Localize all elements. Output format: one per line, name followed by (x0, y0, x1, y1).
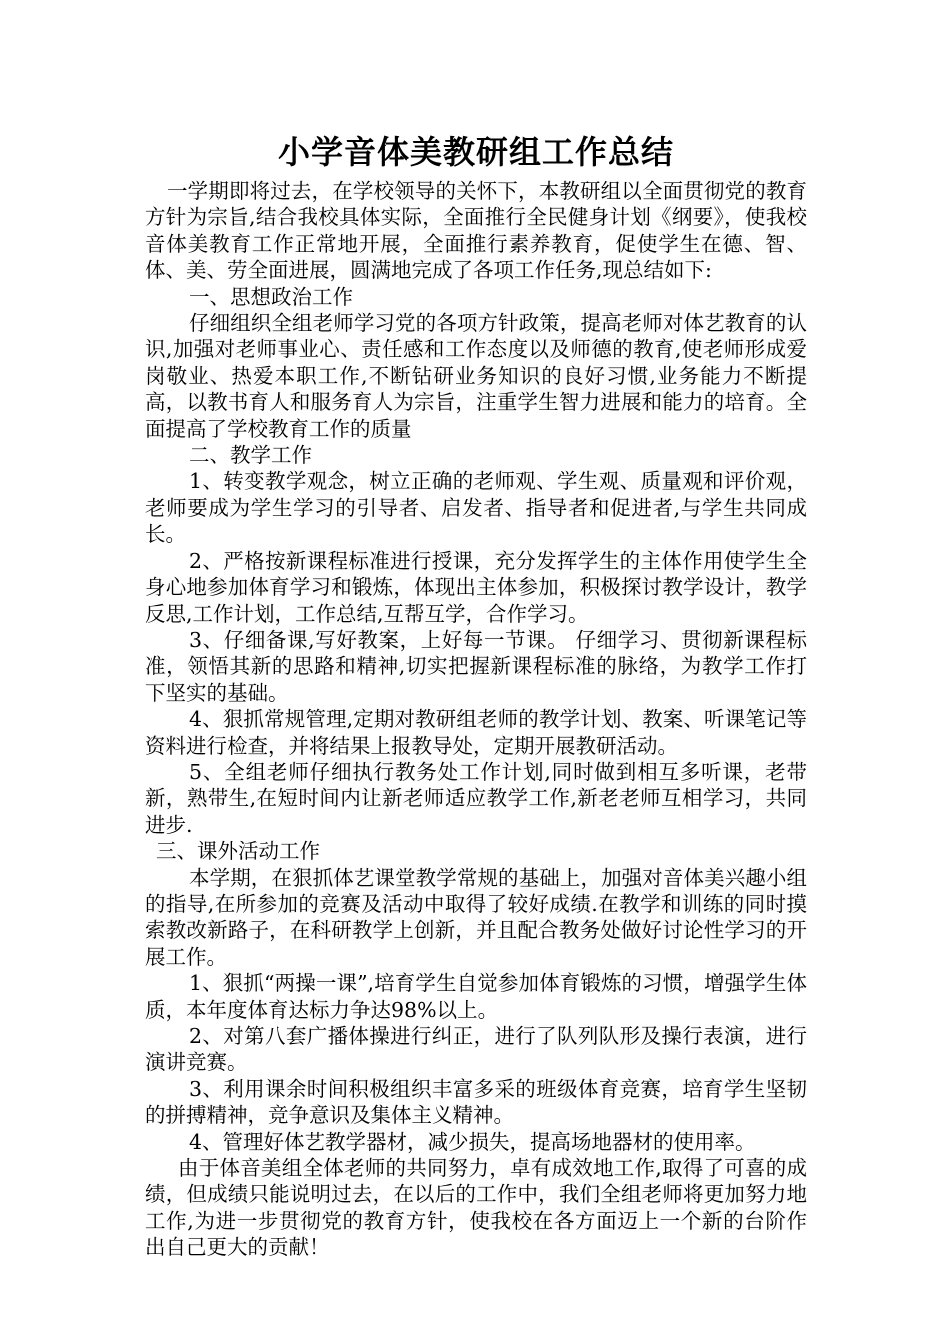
document-page (145, 130, 807, 1261)
section2-item: 2、严格按新课程标准进行授课，充分发挥学生的主体作用使学生全身心地参加体育学习和锻炼，体现出主体参加，积极探讨教学设计，教学反思,工作计划，工作总结,互帮互学，合作学习。 (145, 548, 807, 626)
section2-item: 3、仔细备课,写好教案，上好每一节课。 仔细学习、贯彻新课程标准，领悟其新的思路和精神,切实把握新课程标准的脉络，为教学工作打下坚实的基础。 (145, 627, 807, 705)
section3-item: 2、对第八套广播体操进行纠正，进行了队列队形及操行表演，进行演讲竞赛。 (145, 1024, 807, 1075)
section3-item: 4、管理好体艺教学器材，减少损失，提高场地器材的使用率。 (189, 1129, 756, 1154)
section2-item: 5、全组老师仔细执行教务处工作计划,同时做到相互多听课，老带新，熟带生,在短时间内让新老师适应教学工作,新老老师互相学习，共同进步. (145, 759, 807, 837)
document-title: 小学音体美教研组工作总结 (277, 133, 674, 171)
section3-item: 3、利用课余时间积极组织丰富多采的班级体育竞赛，培育学生坚韧的拼搏精神，竞争意识及集体主义精神。 (145, 1076, 807, 1128)
section2-heading: 二、教学工作 (189, 443, 312, 468)
section2-item: 1、转变教学观念，树立正确的老师观、学生观、质量观和评价观，老师要成为学生学习的引导者、启发者、指导者和促进者,与学生共同成长。 (145, 469, 807, 547)
section1-heading: 一、思想政治工作 (189, 284, 353, 309)
section3-item: 1、狠抓“两操一课”,培育学生自觉参加体育锻炼的习惯，增强学生体质，本年度体育达标力争达98%以上。 (145, 971, 807, 1022)
intro-paragraph: 一学期即将过去，在学校领导的关怀下，本教研组以全面贯彻党的教育方针为宗旨,结合我校具体实际，全面推行全民健身计划《纲要》，使我校音体美教育工作正常地开展，全面推行素养教育，促使学生在德、智、体、美、劳全面进展，圆满地完成了各项工作任务,现总结如下: (145, 179, 807, 283)
section3-body: 本学期，在狠抓体艺课堂教学常规的基础上，加强对音体美兴趣小组的指导,在所参加的竞赛及活动中取得了较好成绩.在教学和训练的同时摸索教改新路子，在科研教学上创新，并且配合教务处做好讨论性学习的开展工作。 (145, 865, 807, 969)
conclusion-paragraph: 由于体音美组全体老师的共同努力，卓有成效地工作,取得了可喜的成绩，但成绩只能说明过去，在以后的工作中，我们全组老师将更加努力地工作,为进一步贯彻党的教育方针，使我校在各方面迈上一个新的台阶作出自己更大的贡献！ (145, 1156, 807, 1260)
section2-item: 4、狠抓常规管理,定期对教研组老师的教学计划、教案、听课笔记等资料进行检查，并将结果上报教导处，定期开展教研活动。 (145, 707, 807, 758)
section3-heading: 三、课外活动工作 (156, 839, 320, 864)
section1-body: 仔细组织全组老师学习党的各项方针政策，提高老师对体艺教育的认识,加强对老师事业心、责任感和工作态度以及师德的教育,使老师形成爱岗敬业、热爱本职工作,不断钻研业务知识的良好习惯,业务能力不断提高，以教书育人和服务育人为宗旨，注重学生智力进展和能力的培育。全面提高了学校教育工作的质量 (145, 311, 807, 441)
